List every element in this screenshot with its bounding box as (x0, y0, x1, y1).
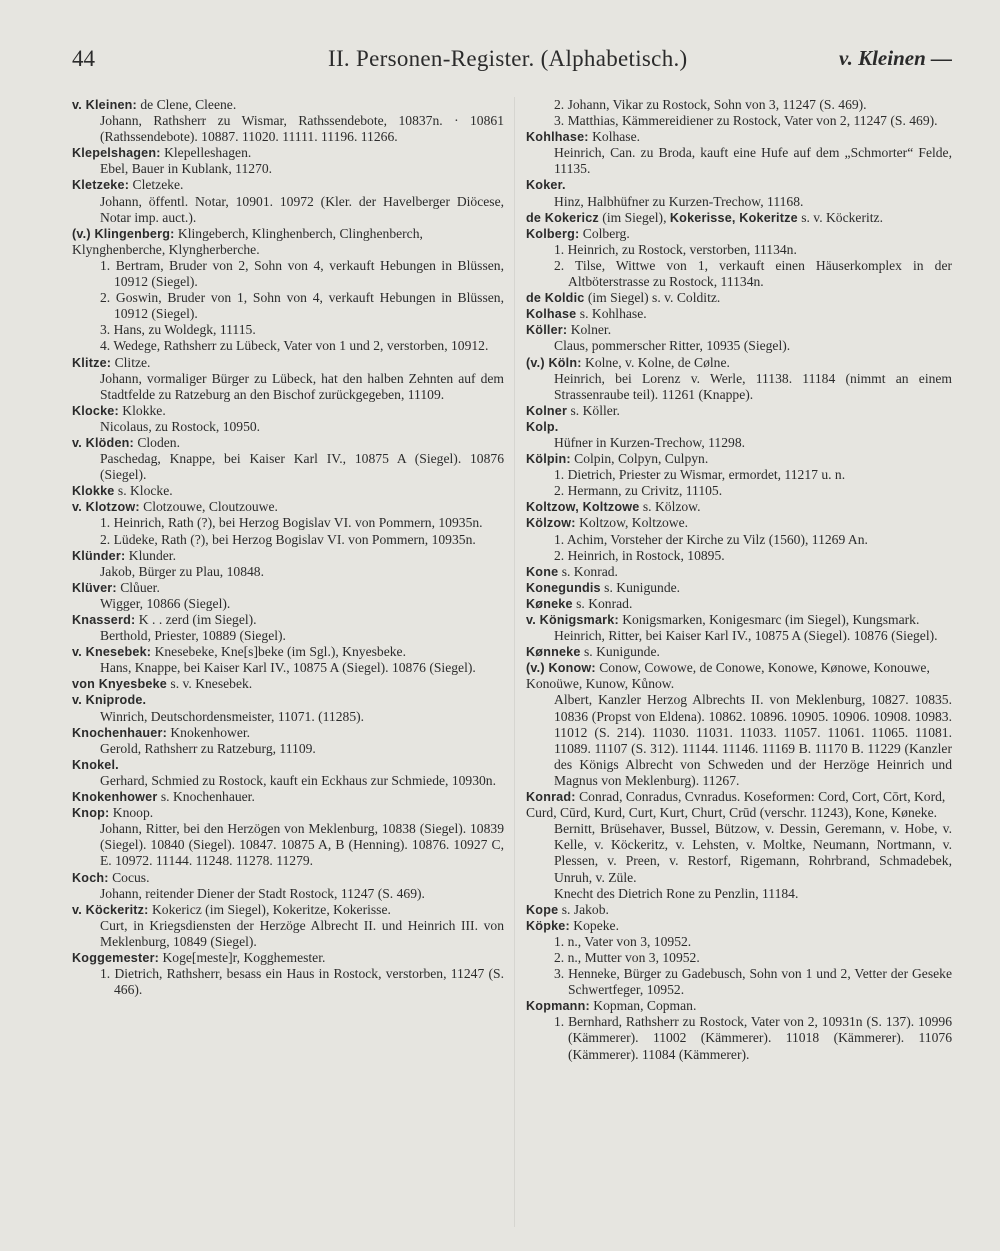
numbered-person-entry: 2. Johann, Vikar zu Rostock, Sohn von 3, 11247 (S. 469). (554, 97, 867, 112)
headword-variants: s. v. Knesebek. (167, 676, 253, 692)
headword-variants: Klepelleshagen. (160, 145, 252, 161)
numbered-person-entry: 1. Achim, Vorsteher der Kirche zu Vilz (1560), 11269 An. (554, 531, 868, 547)
register-headword-entry (72, 145, 504, 161)
person-entry: Nicolaus, zu Rostock, 10950. (100, 418, 261, 434)
register-headword-entry (72, 226, 504, 258)
headword-variants: Koge[meste]r, Kogghemester. (159, 949, 326, 965)
headword: Köpke: (526, 918, 570, 933)
numbered-person-entry: 2. Heinrich, in Rostock, 10895. (554, 547, 725, 563)
person-entry: Hans, Knappe, bei Kaiser Karl IV., 10875 A (Siegel). 10876 (Siegel). (100, 660, 476, 676)
headword-variants: s. Konrad. (558, 563, 618, 579)
register-headword-entry (526, 290, 952, 306)
headword: Knokenhower (72, 790, 158, 805)
headword: Kölpin: (526, 452, 571, 467)
person-entry: Curt, in Kriegsdiensten der Herzöge Albrecht II. und Heinrich III. von Meklenburg, 10849 (Siegel). (100, 917, 504, 949)
person-entry: Albert, Kanzler Herzog Albrechts II. von Meklenburg, 10827. 10835. 10836 (Propst von Eldena). 10862. 10896. 10905. 10906. 10908. 10983. 11012 (S. 214). 11030. 11031. 11033. 11057. 11061. 11065. 11081. 11089. 11107 (S. 312). 11144. 11146. 11169 B. 11170 B. 11229 (Kanzler des Königs Albrecht von Schweden und der Herzöge Heinrich und Magnus von Meklenburg). 11267. (554, 692, 952, 788)
headword: (v.) Klingenberg: (72, 226, 175, 241)
register-headword-entry (526, 515, 952, 531)
headword: Koggemester: (72, 950, 160, 965)
person-entry: Claus, pommerscher Ritter, 10935 (Siegel). (554, 338, 791, 354)
headword: Kopmann: (526, 999, 590, 1014)
register-headword-entry (72, 805, 504, 821)
headword: von Knyesbeke (72, 677, 167, 692)
numbered-person-entry: 1. n., Vater von 3, 10952. (554, 933, 692, 949)
page-number: 44 (72, 46, 95, 71)
headword: Koch: (72, 870, 109, 885)
headword-variants: s. Kunigunde. (600, 579, 681, 595)
person-entry: Johann, Rathsherr zu Wismar, Rathssendebote, 10837n. · 10861 (Rathssendebote). 10887. 11020. 11111. 11196. 11266. (100, 113, 504, 145)
column-gutter (514, 97, 515, 1227)
register-headword-entry (526, 644, 952, 660)
person-entry: Johann, reitender Diener der Stadt Rostock, 11247 (S. 469). (100, 885, 425, 901)
headword-variants: Clitze. (111, 354, 151, 370)
numbered-person-entry: 3. Hans, zu Woldegk, 11115. (100, 322, 256, 338)
headword: Knasserd: (72, 613, 136, 627)
person-entry: Bernitt, Brüsehaver, Bussel, Bützow, v. Dessin, Geremann, v. Hobe, v. Kelle, v. Köckeritz, v. Lehsten, v. Moltke, Neumann, Nortmann, v. Plessen, v. Preen, v. Restorf, Rigemann, Rohrbrand, Schmadebek, Unruh, v. Züle. (554, 821, 952, 885)
headword: Klünder: (72, 548, 126, 563)
headword: Kölzow: (526, 516, 576, 531)
headword: Kohlhase: (526, 130, 589, 145)
headword-variants: Knesebeke, Kne[s]beke (im Sgl.), Knyesbeke. (151, 644, 406, 660)
headword-variants: Cloden. (133, 434, 181, 450)
register-headword-entry (526, 177, 952, 193)
headword-variants: s. Kunigunde. (580, 644, 660, 660)
headword: Klitze: (72, 355, 112, 370)
headword-variants: s. Klocke. (114, 483, 173, 499)
register-headword-entry (72, 499, 504, 515)
person-entry: Knecht des Dietrich Rone zu Penzlin, 11184. (554, 885, 799, 901)
headword: Køneke (526, 596, 573, 611)
headword: (v.) Konow: (526, 661, 596, 676)
numbered-person-entry: 3. Henneke, Bürger zu Gadebusch, Sohn von 1 und 2, Vetter der Geseke Schwertfeger, 10952. (554, 966, 952, 998)
person-entry: Gerhard, Schmied zu Rostock, kauft ein Eckhaus zur Schmiede, 10930n. (100, 772, 497, 788)
left-column (72, 97, 504, 998)
numbered-person-entry: 2. Hermann, zu Crivitz, 11105. (554, 483, 723, 499)
register-headword-entry (526, 998, 952, 1014)
running-head: v. Kleinen — (839, 46, 952, 70)
person-entry: Paschedag, Knappe, bei Kaiser Karl IV., 10875 A (Siegel). 10876 (Siegel). (100, 451, 504, 483)
headword: Köller: (526, 323, 568, 338)
register-headword-entry (526, 902, 952, 918)
numbered-person-entry: 1. Dietrich, Priester zu Wismar, ermordet, 11217 u. n. (554, 467, 846, 483)
person-entry: Hinz, Halbhüfner zu Kurzen-Trechow, 11168. (554, 193, 804, 209)
headword: Knokel. (72, 757, 119, 772)
right-column (526, 97, 952, 1063)
headword-variants: Kolner. (567, 322, 612, 338)
headword: Konrad: (526, 790, 576, 805)
register-headword-entry (72, 403, 504, 419)
headword: Kope (526, 902, 559, 917)
numbered-person-entry: 1. Heinrich, Rath (?), bei Herzog Bogislav VI. von Pommern, 10935n. (100, 515, 483, 531)
headword: Klepelshagen: (72, 146, 161, 161)
headword-variants: Knokenhower. (166, 724, 251, 740)
numbered-person-entry: 1. Bernhard, Rathsherr zu Rostock, Vater von 2, 10931n (S. 137). 10996 (Kämmerer). 11002 (Kämmerer). 11018 (Kämmerer). 11076 (Kämmerer). 11084 (Kämmerer). (554, 1014, 952, 1062)
headword-variants: s. v. Köckeritz. (797, 209, 883, 225)
person-entry: Johann, Ritter, bei den Herzögen von Meklenburg, 10838 (Siegel). 10839 (Siegel). 10840 (Siegel). 10847. 10875 A, B (Henning). 10876. 10927 C, E. 10972. 11144. 11248. 11278. 11279. (100, 821, 504, 869)
numbered-person-entry: 1. Dietrich, Rathsherr, besass ein Haus in Rostock, verstorben, 11247 (S. 466). (100, 966, 504, 998)
headword-variants: Kokericz (im Siegel), Kokeritze, Kokerisse. (148, 901, 391, 917)
headword-variants: Conrad, Conradus, Cvnradus. Koseformen: Cord, Cort, Cōrt, Kord, Curd, Cūrd, Kurd, Curt, Kurt, Churt, Crūd (verschr. 11243), Kone, Køneke. (526, 789, 946, 821)
headword-variants: s. Knochenhauer. (157, 789, 255, 805)
register-headword-entry (72, 789, 504, 805)
headword: Kolberg: (526, 226, 580, 241)
register-headword-entry (72, 580, 504, 596)
headword: v. Kleinen: (72, 98, 137, 112)
headword-variants: s. Konrad. (572, 595, 633, 611)
register-headword-entry (526, 596, 952, 612)
register-headword-entry (72, 870, 504, 886)
register-headword-entry (72, 177, 504, 193)
person-entry: Ebel, Bauer in Kublank, 11270. (100, 161, 273, 177)
register-headword-entry (526, 789, 952, 821)
register-headword-entry (526, 419, 952, 435)
headword: de Koldic (526, 291, 585, 306)
register-headword-entry (72, 355, 504, 371)
headword: v. Klöden: (72, 435, 134, 450)
register-headword-entry (72, 757, 504, 773)
person-entry: Johann, öffentl. Notar, 10901. 10972 (Kler. der Havelberger Diöcese, Notar imp. auct.). (100, 193, 504, 225)
page-header (72, 46, 952, 80)
numbered-person-entry: 2. n., Mutter von 3, 10952. (554, 949, 700, 965)
headword-variants: (im Siegel), (598, 209, 670, 225)
register-headword-entry (526, 210, 952, 226)
numbered-person-entry: 2. Lüdeke, Rath (?), bei Herzog Bogislav VI. von Pommern, 10935n. (100, 531, 476, 547)
headword: v. Köckeritz: (72, 902, 149, 917)
register-headword-entry (526, 403, 952, 419)
headword-variants: Kolne, v. Kolne, de Cølne. (581, 354, 730, 370)
register-headword-entry (72, 548, 504, 564)
headword: Knop: (72, 806, 110, 821)
headword-variants: Klingeberch, Klinghenberch, Clinghenberch, Klynghenberche, Klyngherberche. (72, 225, 423, 257)
headword-variants: Kopeke. (569, 917, 619, 933)
person-entry: Hüfner in Kurzen-Trechow, 11298. (554, 434, 746, 450)
register-headword-entry (526, 451, 952, 467)
headword-variants: Klokke. (118, 402, 166, 418)
register-headword-entry (526, 499, 952, 515)
headword-variants: Cocus. (108, 869, 150, 885)
headword-variants: s. Jakob. (558, 901, 609, 917)
headword-variants: Klunder. (125, 547, 176, 563)
register-headword-entry (72, 612, 504, 628)
register-headword-entry (526, 129, 952, 145)
numbered-person-entry: 2. Tilse, Wittwe von 1, verkauft einen Häuserkomplex in der Altböterstrasse zu Rostock, 11134n. (554, 257, 952, 290)
register-headword-entry (526, 918, 952, 934)
person-entry: Johann, vormaliger Bürger zu Lübeck, hat den halben Zehnten auf dem Stadtfelde zu Ratzeburg an den Bischof zurückgegeben, 11109. (100, 370, 504, 402)
headword-variants: Konigsmarken, Konigesmarc (im Siegel), Kungsmark. (618, 612, 920, 627)
headword-variants: s. Kölzow. (639, 499, 701, 515)
headword-variants: s. Kohlhase. (576, 306, 647, 322)
person-entry: Jakob, Bürger zu Plau, 10848. (100, 563, 264, 579)
headword: Knochenhauer: (72, 725, 167, 740)
register-headword-entry (526, 355, 952, 371)
person-entry: Heinrich, bei Lorenz v. Werle, 11138. 11184 (nimmt an einem Strassenraube teil). 11261 (Knappe). (554, 370, 952, 402)
register-headword-entry (72, 902, 504, 918)
register-headword-entry (72, 435, 504, 451)
headword-variants: Colberg. (579, 225, 630, 241)
register-headword-entry (72, 644, 504, 660)
headword: v. Knesebek: (72, 645, 152, 660)
register-headword-entry (72, 950, 504, 966)
person-entry: Winrich, Deutschordensmeister, 11071. (11285). (100, 708, 365, 724)
headword: (v.) Köln: (526, 355, 582, 370)
headword-variants: Koltzow, Koltzowe. (575, 515, 689, 531)
register-headword-entry (526, 306, 952, 322)
register-headword-entry (72, 692, 504, 708)
headword: v. Klotzow: (72, 500, 140, 515)
person-entry: Berthold, Priester, 10889 (Siegel). (100, 628, 286, 644)
register-headword-entry (72, 483, 504, 499)
register-headword-entry (526, 564, 952, 580)
headword: Kønneke (526, 645, 581, 660)
register-headword-entry (72, 676, 504, 692)
headword-variants: Conow, Cowowe, de Conowe, Konowe, Kønowe, Konouwe, Konoüwe, Kunow, Kůnow. (526, 660, 930, 692)
headword-variants: s. Köller. (567, 402, 620, 418)
headword: Klüver: (72, 580, 117, 595)
headword: Kolhase (526, 307, 577, 322)
register-headword-entry (526, 612, 952, 628)
numbered-person-entry: 3. Matthias, Kämmereidiener zu Rostock, Vater von 2, 11247 (S. 469). (554, 113, 938, 129)
headword: Koker. (526, 178, 566, 193)
register-headword-entry (526, 322, 952, 338)
headword: v. Kniprode. (72, 693, 147, 708)
headword-variants: Knoop. (109, 805, 154, 821)
headword: Kone (526, 564, 559, 579)
headword: Kletzeke: (72, 178, 130, 193)
headword: Koltzow, Koltzowe (526, 500, 640, 515)
page-title: II. Personen-Register. (Alphabetisch.) (328, 46, 688, 71)
headword-variants: K . . zerd (im Siegel). (135, 612, 257, 627)
numbered-person-entry: 4. Wedege, Rathsherr zu Lübeck, Vater von 1 und 2, verstorben, 10912. (100, 338, 489, 354)
headword-variants: Cletzeke. (129, 177, 184, 193)
headword-variants: Kolhase. (588, 129, 641, 145)
headword: Klokke (72, 484, 115, 499)
headword-variants: Clůuer. (116, 579, 160, 595)
headword: Kokerisse, Kokeritze (669, 210, 798, 225)
register-headword-entry (526, 580, 952, 596)
person-entry: Wigger, 10866 (Siegel). (100, 595, 231, 611)
headword: de Kokericz (526, 210, 599, 225)
headword: v. Königsmark: (526, 613, 619, 627)
person-entry: Heinrich, Can. zu Broda, kauft eine Hufe auf dem „Schmorter“ Felde, 11135. (554, 145, 952, 177)
register-headword-entry (526, 660, 952, 692)
headword: Kolner (526, 403, 568, 418)
numbered-person-entry: 1. Heinrich, zu Rostock, verstorben, 11134n. (554, 241, 797, 257)
register-headword-entry (526, 226, 952, 242)
register-headword-entry (72, 725, 504, 741)
headword-variants: Clotzouwe, Cloutzouwe. (139, 499, 278, 515)
numbered-person-entry: 2. Goswin, Bruder von 1, Sohn von 4, verkauft Hebungen in Blüssen, 10912 (Siegel). (100, 290, 504, 322)
headword: Konegundis (526, 580, 601, 595)
headword: Klocke: (72, 403, 119, 418)
numbered-person-entry: 1. Bertram, Bruder von 2, Sohn von 4, verkauft Hebungen in Blüssen, 10912 (Siegel). (100, 257, 504, 290)
headword-variants: Colpin, Colpyn, Culpyn. (570, 451, 709, 467)
register-headword-entry (72, 97, 504, 113)
headword-variants: Kopman, Copman. (589, 998, 697, 1014)
headword-variants: (im Siegel) s. v. Colditz. (584, 290, 721, 306)
person-entry: Heinrich, Ritter, bei Kaiser Karl IV., 10875 A (Siegel). 10876 (Siegel). (554, 628, 938, 644)
headword: Kolp. (526, 419, 559, 434)
headword-variants: de Clene, Cleene. (136, 97, 237, 112)
person-entry: Gerold, Rathsherr zu Ratzeburg, 11109. (100, 740, 316, 756)
